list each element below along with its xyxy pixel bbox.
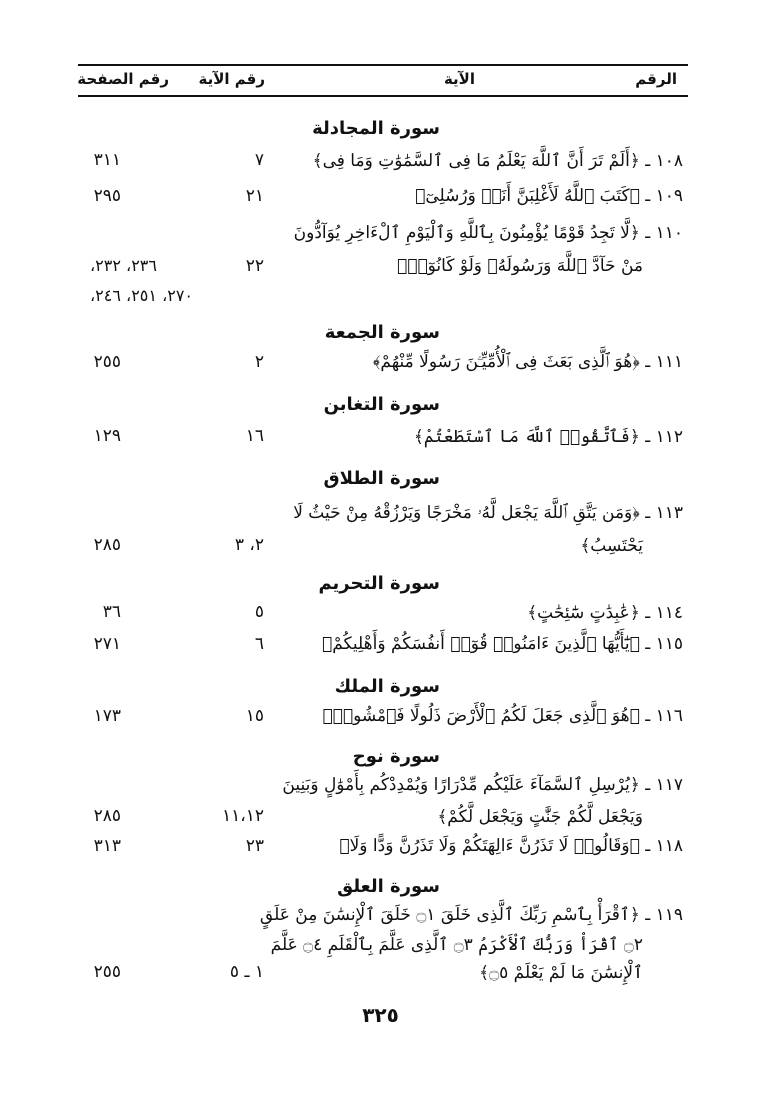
verse-text: ﴿ٱقْرَأْ بِٱسْمِ رَبِّكَ ٱلَّذِى خَلَقَ ۝١ خَلَقَ ٱلْإِنسَٰنَ مِنْ عَلَقٍ [259, 905, 640, 925]
page-ref: ١٧٣ [93, 706, 121, 726]
entry-number: ١١١ ـ [645, 352, 683, 372]
header-bottom-rule [78, 95, 688, 97]
page-ref: ٢٨٥ [93, 806, 121, 826]
page-ref: ٣٦ [102, 602, 121, 622]
page-ref: ١٢٩ [93, 426, 121, 446]
entry-number: ١١٤ ـ [645, 603, 683, 623]
verse-number: ١١،١٢ [221, 806, 264, 826]
page-ref: ٣١٣ [93, 836, 121, 856]
verse-text-continued: يَحْتَسِبُ﴾ [580, 536, 643, 556]
sura-heading: سورة التحريم [318, 573, 440, 594]
verse-number: ٢٣ [245, 836, 264, 856]
page-ref: ٢٣٦، ٢٣٢، [90, 256, 157, 275]
page-number: ٣٢٥ [362, 1003, 399, 1027]
entry-number: ١٠٨ ـ [645, 151, 683, 171]
entry-line [322, 706, 683, 726]
sura-heading: سورة الجمعة [324, 322, 440, 343]
entry-number: ١١٥ ـ [645, 634, 683, 654]
verse-text: ﴿كَتَبَ ٱللَّهُ لَأَغْلِبَنَّ أَنَا۠ وَرُسُلِىٓ﴾ [415, 186, 640, 206]
entry-number: ١٠٩ ـ [645, 186, 683, 206]
verse-number: ١ ـ ٥ [229, 962, 264, 982]
header-number: الرقم [635, 70, 677, 88]
verse-number: ٢١ [245, 186, 264, 206]
entry-line [294, 222, 683, 243]
entry-line [260, 904, 683, 925]
verse-number: ٢٢ [245, 256, 264, 276]
entry-number: ١١٦ ـ [645, 706, 683, 726]
table-header [0, 62, 761, 96]
verse-text-continued: وَيَجْعَل لَّكُمْ جَنَّٰتٍ وَيَجْعَل لَّكُمْ﴾ [437, 807, 643, 827]
entry-line [293, 503, 683, 523]
verse-text-continued: ۝٢ ٱقْرَأْ وَرَبُّكَ ٱلْأَكْرَمُ ۝٣ ٱلَّذِى عَلَّمَ بِٱلْقَلَمِ ۝٤ عَلَّمَ [270, 935, 643, 955]
sura-heading: سورة الطلاق [323, 468, 440, 489]
entry-number: ١١٧ ـ [645, 775, 683, 795]
page-ref: ٣١١ [93, 150, 121, 170]
verse-text: ﴿هُوَ ٱلَّذِى بَعَثَ فِى ٱلْأُمِّيِّـۧنَ رَسُولًا مِّنْهُمْ﴾ [372, 352, 640, 372]
page-ref-continued: ٢٧٠، ٢٥١، ٢٤٦، [90, 286, 194, 305]
entry-line [527, 602, 683, 623]
sura-heading: سورة الملك [334, 676, 440, 697]
page-ref: ٢٧١ [93, 634, 121, 654]
verse-number: ٦ [254, 634, 264, 654]
verse-text-continued: مَنْ حَآدَّ ٱللَّهَ وَرَسُولَهُۥ وَلَوْ كَانُوٓا۟﴾ [397, 256, 643, 276]
entry-number: ١١٨ ـ [645, 836, 683, 856]
page-ref: ٢٥٥ [93, 962, 121, 982]
entry-line [373, 352, 683, 372]
verse-number: ٥ [254, 602, 264, 622]
verse-text: ﴿لَّا تَجِدُ قَوْمًا يُؤْمِنُونَ بِٱللَّهِ وَٱلْيَوْمِ ٱلْءَاخِرِ يُوَآدُّونَ [293, 223, 640, 243]
verse-text: ﴿يُرْسِلِ ٱلسَّمَآءَ عَلَيْكُم مِّدْرَارًا وَيُمْدِدْكُم بِأَمْوَٰلٍ وَبَنِينَ [282, 775, 640, 795]
header-verse: الآية [443, 70, 475, 88]
verse-text: ﴿هُوَ ٱلَّذِى جَعَلَ لَكُمُ ٱلْأَرْضَ ذَلُولًا فَٱمْشُوا۟﴾ [322, 706, 640, 726]
verse-text: ﴿وَمَن يَتَّقِ ٱللَّهَ يَجْعَل لَّهُۥ مَخْرَجًا وَيَرْزُقْهُ مِنْ حَيْثُ لَا [293, 503, 640, 523]
sura-heading: سورة التغابن [323, 394, 440, 415]
verse-text: ﴿عَٰبِدَٰتٍ سَٰٓئِحَٰتٍ﴾ [527, 603, 640, 623]
verse-number: ٧ [254, 150, 264, 170]
sura-heading: سورة العلق [337, 876, 440, 897]
entry-line [415, 186, 683, 206]
entry-line [313, 150, 683, 171]
entry-line [339, 836, 683, 856]
entry-line [414, 426, 683, 447]
verse-text-continued: ٱلْإِنسَٰنَ مَا لَمْ يَعْلَمْ ۝٥﴾ [479, 963, 643, 983]
verse-text: ﴿يَٰٓأَيُّهَا ٱلَّذِينَ ءَامَنُوا۟ قُوٓا۟ أَنفُسَكُمْ وَأَهْلِيكُمْ﴾ [322, 634, 640, 654]
entry-number: ١١٣ ـ [645, 503, 683, 523]
verse-text: ﴿أَلَمْ تَرَ أَنَّ ٱللَّهَ يَعْلَمُ مَا فِى ٱلسَّمَٰوَٰتِ وَمَا فِى﴾ [312, 151, 640, 171]
verse-number: ٢، ٣ [234, 535, 264, 555]
sura-heading: سورة المجادلة [312, 118, 440, 139]
entry-number: ١١٩ ـ [645, 905, 683, 925]
entry-line [282, 774, 683, 795]
entry-number: ١١٢ ـ [645, 427, 683, 447]
entry-line [322, 634, 683, 654]
sura-heading: سورة نوح [352, 746, 440, 767]
page-ref: ٢٨٥ [93, 535, 121, 555]
verse-number: ٢ [254, 352, 264, 372]
verse-text: ﴿وَقَالُوا۟ لَا تَذَرُنَّ ءَالِهَتَكُمْ وَلَا تَذَرُنَّ وَدًّا وَلَا﴾ [339, 836, 640, 856]
header-page-number: رقم الصفحة [77, 70, 169, 88]
verse-text: ﴿فَٱتَّقُوا۟ ٱللَّهَ مَا ٱسْتَطَعْتُمْ﴾ [413, 427, 640, 447]
verse-number: ١٦ [245, 426, 264, 446]
header-verse-number: رقم الآية [198, 70, 265, 88]
page-ref: ٢٩٥ [93, 186, 121, 206]
page-ref: ٢٥٥ [93, 352, 121, 372]
verse-number: ١٥ [245, 706, 264, 726]
entry-number: ١١٠ ـ [645, 223, 683, 243]
